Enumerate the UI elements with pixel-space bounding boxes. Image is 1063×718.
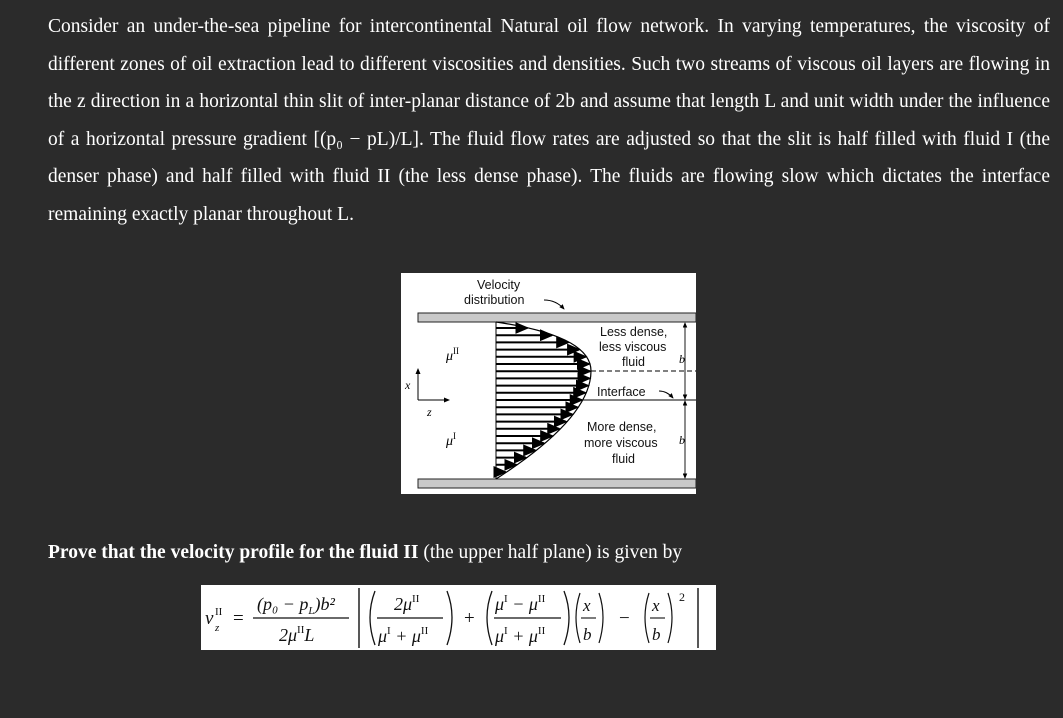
upper-b-label: b bbox=[679, 352, 685, 366]
term2-numerator: $\mu^I - \mu^{II}$ bbox=[495, 593, 546, 614]
upper-fluid-line3: fluid bbox=[622, 355, 645, 369]
prove-statement bbox=[48, 542, 682, 564]
xb2-numerator: x bbox=[652, 596, 660, 615]
interface-label-pointer bbox=[659, 391, 673, 398]
lhs-sub: z bbox=[215, 622, 220, 634]
term2-right-paren bbox=[564, 591, 569, 645]
xb-right-paren bbox=[599, 593, 603, 643]
x-axis-label: x bbox=[405, 378, 411, 392]
velocity-arrows bbox=[496, 328, 590, 472]
xb2-denominator: b bbox=[652, 625, 661, 644]
equation-render bbox=[201, 585, 716, 650]
upper-fluid-line2: less viscous bbox=[599, 340, 667, 354]
equals-sign: = bbox=[233, 608, 244, 629]
square-exponent: 2 bbox=[679, 590, 685, 604]
term1-right-paren bbox=[447, 591, 452, 645]
velocity-equation bbox=[201, 585, 716, 650]
mu-lower-label: $\mu^I$ bbox=[446, 431, 457, 449]
term1-denominator: $\mu^I + \mu^{II}$ bbox=[378, 625, 429, 646]
interface-label: Interface bbox=[597, 385, 646, 399]
term1-numerator: $2\mu^{II}$ bbox=[394, 593, 420, 614]
xb-left-paren bbox=[576, 593, 580, 643]
velocity-profile-figure bbox=[401, 273, 696, 494]
lhs-sup: II bbox=[215, 606, 223, 618]
upper-fluid-line1: Less dense, bbox=[600, 325, 668, 339]
top-wall bbox=[418, 313, 696, 322]
prove-rest-text: (the upper half plane) is given by bbox=[418, 542, 683, 563]
xb2-left-paren bbox=[645, 593, 649, 643]
bottom-wall bbox=[418, 479, 696, 488]
problem-statement: Consider an under-the-sea pipeline for intercontinental Natural oil flow network. In varying temperatures, the viscosity of different zones of oil extraction lead to different viscosities and densities. Such two streams of viscous oil layers are flowing in the z direction in a horizontal thin slit of inter-planar distance of 2b and assume that length L and unit width under the influence of a horizontal pressure gradient [(p₀ − pL)/L]. The fluid flow rates are adjusted so that the slit is half filled with fluid I (the denser phase) and half filled with fluid II (the less dense phase). The fluids are flowing slow which dictates the interface remaining exactly planar throughout L. bbox=[48, 16, 1050, 225]
velocity-label-pointer bbox=[544, 300, 564, 309]
velocity-label-line1: Velocity bbox=[477, 278, 521, 292]
prove-bold-text: Prove that the velocity profile for the fluid II bbox=[48, 542, 419, 563]
term1-left-paren bbox=[370, 591, 375, 645]
lhs-v: v bbox=[205, 608, 214, 629]
plus-sign: + bbox=[464, 608, 475, 629]
lower-fluid-line2: more viscous bbox=[584, 436, 658, 450]
lower-b-label: b bbox=[679, 433, 685, 447]
xb-denominator: b bbox=[583, 625, 592, 644]
z-axis-label: z bbox=[427, 405, 432, 419]
slit-flow-diagram bbox=[401, 273, 696, 494]
mu-upper-label: $\mu^{II}$ bbox=[446, 346, 460, 364]
term2-left-paren bbox=[487, 591, 492, 645]
prefactor-numerator: $(p_0 - p_L)b^2$ bbox=[257, 594, 335, 617]
term2-denominator: $\mu^I + \mu^{II}$ bbox=[495, 625, 546, 646]
prefactor-denominator: $2\mu^{II}L$ bbox=[279, 624, 315, 645]
lower-fluid-line3: fluid bbox=[612, 452, 635, 466]
velocity-label-line2: distribution bbox=[464, 293, 525, 307]
xb-numerator: x bbox=[583, 596, 591, 615]
minus-sign: − bbox=[619, 608, 630, 629]
lower-fluid-line1: More dense, bbox=[587, 420, 657, 434]
xb2-right-paren bbox=[668, 593, 672, 643]
